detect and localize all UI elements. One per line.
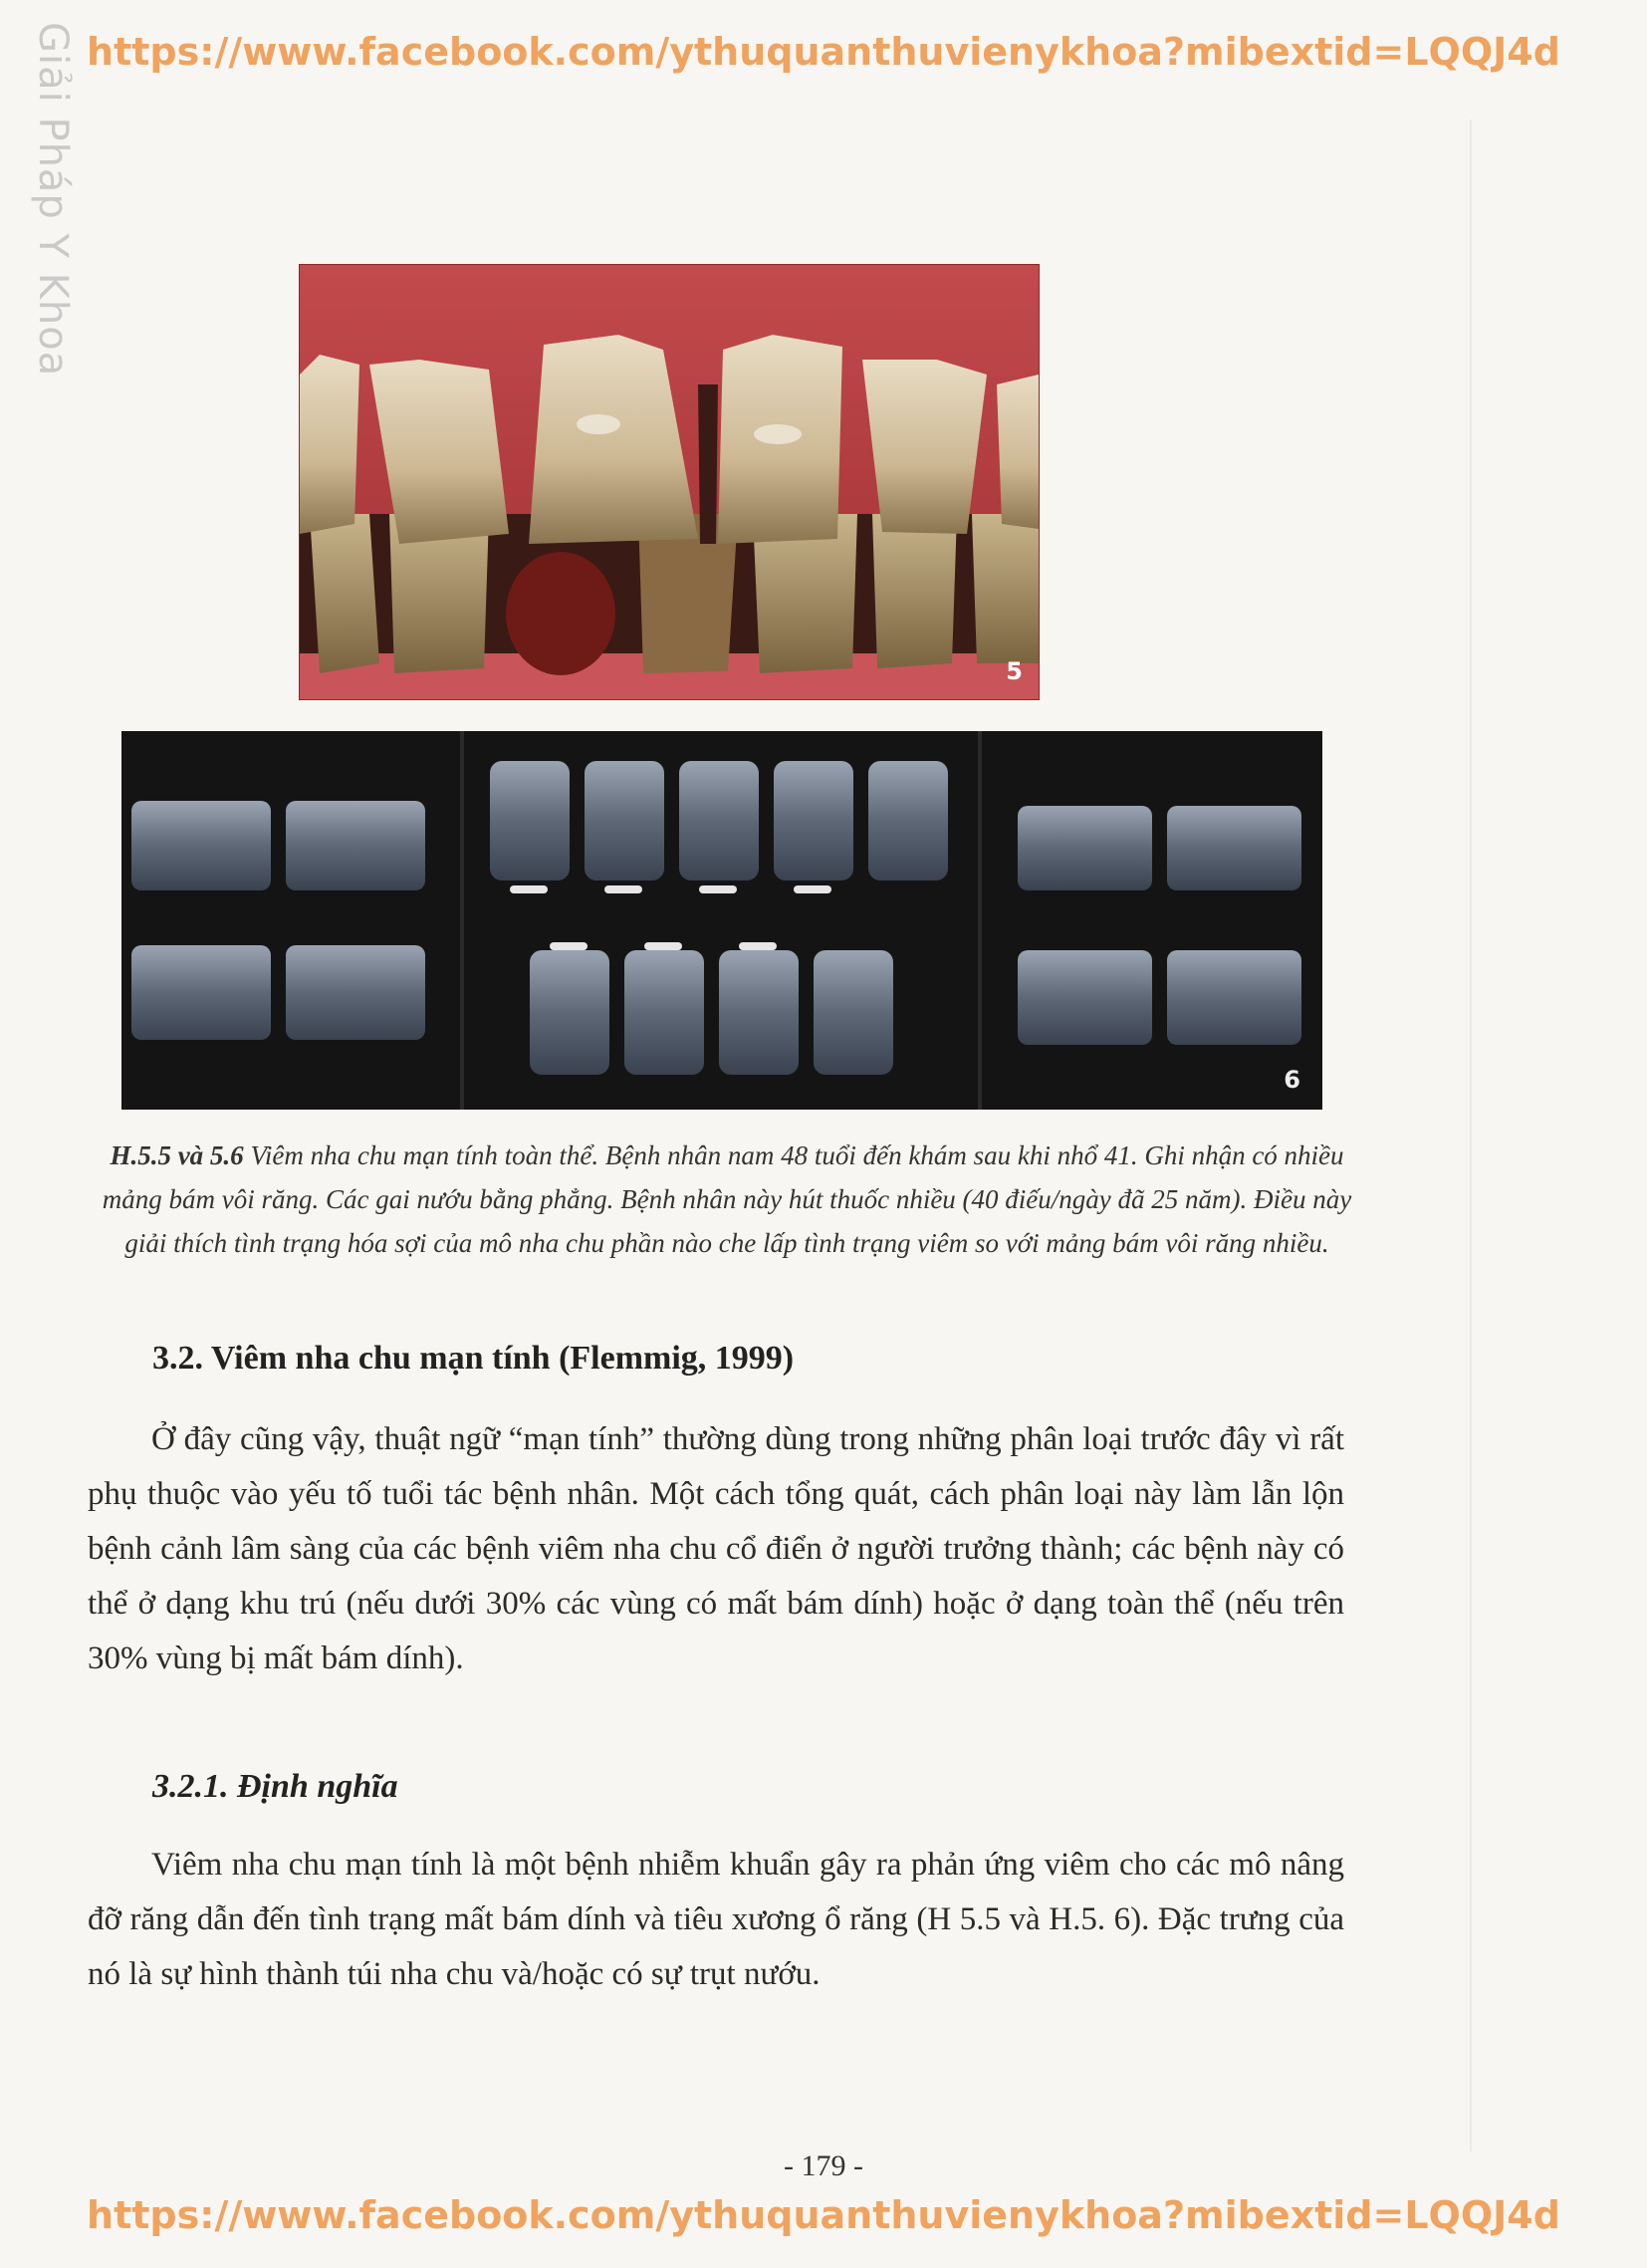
caption-text: Viêm nha chu mạn tính toàn thể. Bệnh nhân nam 48 tuổi đến khám sau khi nhổ 41. Ghi nhận có nhiều mảng bám vôi răng. Các gai nướu bằng phẳng. Bệnh nhân này hút thuốc nhiều (40 điếu/ngày đã 25 năm). Điều này giải thích tình trạng hóa sợi của mô nha chu phần nào che lấp tình trạng viêm so với mảng bám vôi răng nhiều. [102,1140,1352,1258]
caption-label: H.5.5 và 5.6 [110,1140,244,1170]
page-edge [1470,120,1472,2151]
radiograph-series-illustration [121,731,1322,1110]
paragraph-1: Ở đây cũng vậy, thuật ngữ “mạn tính” thường dùng trong những phân loại trước đây vì rất phụ thuộc vào yếu tố tuổi tác bệnh nhân. Một cách tổng quát, cách phân loại này làm lẫn lộn bệnh cảnh lâm sàng của các bệnh viêm nha chu cổ điển ở người trưởng thành; các bệnh này có thể ở dạng khu trú (nếu dưới 30% các vùng có mất bám dính) hoặc ở dạng toàn thể (nếu trên 30% vùng bị mất bám dính). [88,1421,1344,1676]
figure-6-number: 6 [1284,1066,1300,1094]
figure-5-5-photo [299,264,1040,700]
subsection-heading: 3.2.1. Định nghĩa [152,1768,398,1805]
url-bottom[interactable]: https://www.facebook.com/ythuquanthuvienykhoa?mibextid=LQQJ4d [87,2193,1560,2237]
paragraph-2: Viêm nha chu mạn tính là một bệnh nhiễm khuẩn gây ra phản ứng viêm cho các mô nâng đỡ răng dẫn đến tình trạng mất bám dính và tiêu xương ổ răng (H 5.5 và H.5. 6). Đặc trưng của nó là sự hình thành túi nha chu và/hoặc có sự trụt nướu. [88,1847,1344,1992]
watermark-side: Giải Pháp Y Khoa [30,22,76,378]
teeth-photo-illustration [300,265,1039,699]
url-top[interactable]: https://www.facebook.com/ythuquanthuvienykhoa?mibextid=LQQJ4d [87,30,1560,74]
section-heading: 3.2. Viêm nha chu mạn tính (Flemmig, 1999) [152,1340,795,1377]
figure-caption [100,1134,1354,1265]
figure-5-6-radiographs [121,731,1322,1110]
figure-5-number: 5 [1006,657,1023,685]
page-number: - 179 - [784,2149,863,2182]
